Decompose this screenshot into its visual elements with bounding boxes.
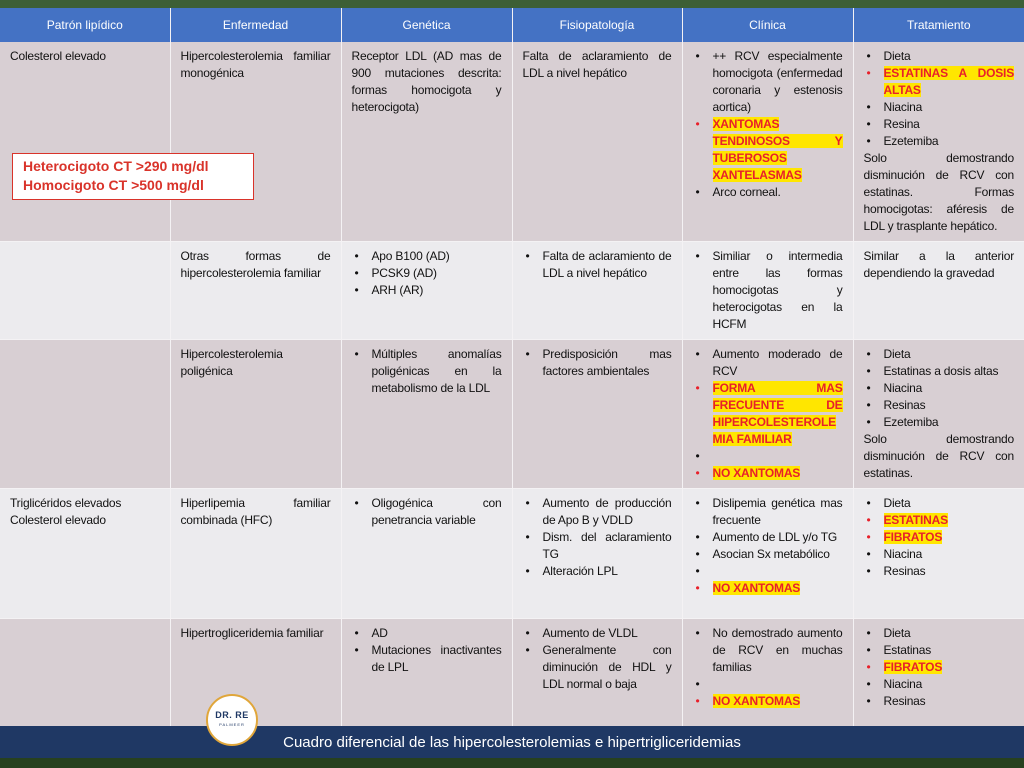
list-item: • Dieta <box>864 495 1015 512</box>
footer-title: Cuadro diferencial de las hipercolesterolemias e hipertrigliceridemias <box>283 734 741 751</box>
callout-line: Homocigoto CT >500 mg/dl <box>23 177 204 193</box>
list-spacer <box>693 676 843 693</box>
list-item: • Dieta <box>864 625 1015 642</box>
patron-line: Colesterol elevado <box>10 513 106 527</box>
cell-enfermedad: Otras formas de hipercolesterolemia familiar <box>170 242 341 340</box>
list-item: • Apo B100 (AD) <box>352 248 502 265</box>
header-patron: Patrón lipídico <box>0 8 170 42</box>
list-item: • Niacina <box>864 546 1015 563</box>
list-item: • AD <box>352 625 502 642</box>
cell-fisiopatologia <box>512 489 682 619</box>
footer-bar <box>0 726 1024 758</box>
list-item: • Predisposición mas factores ambientales <box>523 346 672 380</box>
treatment-note: Solo demostrando disminución de RCV con estatinas. Formas homocigotas: aféresis de LDL y trasplante hepático. <box>863 151 1014 233</box>
list-item: • XANTOMAS TENDINOSOS Y TUBEROSOS XANTELASMAS <box>693 116 843 184</box>
list-item: • Aumento de VLDL <box>523 625 672 642</box>
list-item: • FORMA MAS FRECUENTE DE HIPERCOLESTEROLE MIA FAMILIAR <box>693 380 843 448</box>
bottom-strip <box>0 758 1024 768</box>
list-item: • Ezetemiba <box>864 414 1015 431</box>
header-genetica: Genética <box>341 8 512 42</box>
list-item: • Mutaciones inactivantes de LPL <box>352 642 502 676</box>
list-item: • Arco corneal. <box>693 184 843 201</box>
logo-subtext: PALMEER <box>219 722 245 727</box>
list-item: • ARH (AR) <box>352 282 502 299</box>
list-spacer <box>693 448 843 465</box>
list-item: • NO XANTOMAS <box>693 465 843 482</box>
list-item: • Aumento de LDL y/o TG <box>693 529 843 546</box>
cell-clinica <box>682 242 853 340</box>
list-item: • Dism. del aclaramiento TG <box>523 529 672 563</box>
list-item: • NO XANTOMAS <box>693 693 843 710</box>
list-item: • Niacina <box>864 676 1015 693</box>
list-item: • Asocian Sx metabólico <box>693 546 843 563</box>
cell-clinica <box>682 340 853 489</box>
cell-fisiopatologia <box>512 340 682 489</box>
cell-patron <box>0 340 170 489</box>
list-item: • ESTATINAS <box>864 512 1015 529</box>
cell-genetica <box>341 242 512 340</box>
cell-fisiopatologia: Falta de aclaramiento de LDL a nivel hepático <box>512 42 682 242</box>
cell-tratamiento <box>853 42 1024 242</box>
list-item: • Oligogénica con penetrancia variable <box>352 495 502 529</box>
table-row <box>0 489 1024 619</box>
cell-patron: Colesterol elevado <box>0 42 170 242</box>
list-item: • Dieta <box>864 48 1015 65</box>
patron-line: Triglicéridos elevados <box>10 496 122 510</box>
cell-patron <box>0 242 170 340</box>
list-item: • FIBRATOS <box>864 659 1015 676</box>
list-item: • Resinas <box>864 397 1015 414</box>
cell-genetica <box>341 340 512 489</box>
list-item: • Resina <box>864 116 1015 133</box>
cell-tratamiento <box>853 340 1024 489</box>
list-item: • Generalmente con diminución de HDL y LDL normal o baja <box>523 642 672 693</box>
logo <box>206 694 258 746</box>
header-tratamiento: Tratamiento <box>853 8 1024 42</box>
cell-clinica <box>682 489 853 619</box>
header-enfermedad: Enfermedad <box>170 8 341 42</box>
header-clinica: Clínica <box>682 8 853 42</box>
list-item: • Resinas <box>864 693 1015 710</box>
list-item: • No demostrado aumento de RCV en muchas familias <box>693 625 843 676</box>
list-item: • Niacina <box>864 99 1015 116</box>
header-row <box>0 8 1024 42</box>
table-row <box>0 242 1024 340</box>
cell-genetica: Receptor LDL (AD mas de 900 mutaciones descrita: formas homocigota y heterocigota) <box>341 42 512 242</box>
list-spacer <box>693 563 843 580</box>
cell-clinica <box>682 42 853 242</box>
list-item: • Niacina <box>864 380 1015 397</box>
lipid-table <box>0 8 1024 759</box>
cell-tratamiento: Similar a la anterior dependiendo la gravedad <box>853 242 1024 340</box>
list-item: • Dislipemia genética mas frecuente <box>693 495 843 529</box>
list-item: • Resinas <box>864 563 1015 580</box>
list-item: • Estatinas a dosis altas <box>864 363 1015 380</box>
cell-enfermedad: Hipercolesterolemia poligénica <box>170 340 341 489</box>
list-item: • Múltiples anomalías poligénicas en la metabolismo de la LDL <box>352 346 502 397</box>
cell-enfermedad: Hipercolesterolemia familiar monogénica <box>170 42 341 242</box>
list-item: • Falta de aclaramiento de LDL a nivel hepático <box>523 248 672 282</box>
list-item: • Estatinas <box>864 642 1015 659</box>
list-item: • PCSK9 (AD) <box>352 265 502 282</box>
table-row <box>0 340 1024 489</box>
header-fisiopatologia: Fisiopatología <box>512 8 682 42</box>
list-item: • Ezetemiba <box>864 133 1015 150</box>
callout-line: Heterocigoto CT >290 mg/dl <box>23 158 209 174</box>
list-item: • Aumento moderado de RCV <box>693 346 843 380</box>
list-item: • ESTATINAS A DOSIS ALTAS <box>864 65 1015 99</box>
cell-enfermedad: Hipertrogliceridemia familiar <box>170 619 341 759</box>
list-item: • NO XANTOMAS <box>693 580 843 597</box>
logo-text: DR. RE <box>215 710 249 720</box>
list-item: • Similiar o intermedia entre las formas homocigotas y heterocigotas en la HCFM <box>693 248 843 333</box>
list-item: • Dieta <box>864 346 1015 363</box>
list-item: • ++ RCV especialmente homocigota (enfermedad coronaria y estenosis aortica) <box>693 48 843 116</box>
list-item: • Aumento de producción de Apo B y VDLD <box>523 495 672 529</box>
cell-tratamiento <box>853 489 1024 619</box>
cell-fisiopatologia <box>512 242 682 340</box>
list-item: • Alteración LPL <box>523 563 672 580</box>
cell-genetica <box>341 489 512 619</box>
cell-patron <box>0 489 170 619</box>
treatment-note: Solo demostrando disminución de RCV con estatinas. <box>863 432 1014 480</box>
cell-enfermedad: Hiperlipemia familiar combinada (HFC) <box>170 489 341 619</box>
ldl-threshold-callout <box>12 153 254 200</box>
table-row <box>0 42 1024 242</box>
list-item: • FIBRATOS <box>864 529 1015 546</box>
